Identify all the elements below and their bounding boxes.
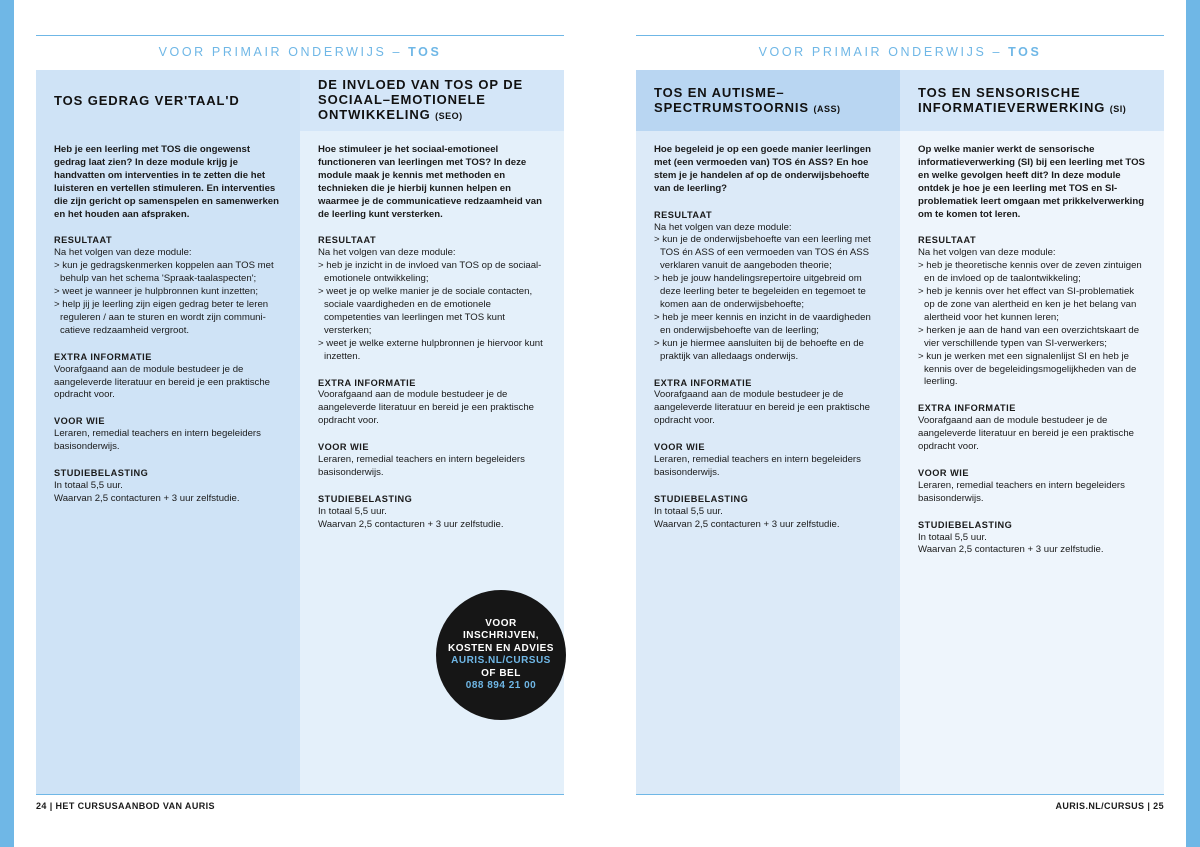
column-title-text: TOS EN AUTISME–SPECTRUMSTOORNIS <box>654 84 810 115</box>
extra-info-text: Voorafgaand aan de module bestudeer je de aangeleverde literatuur en bereid je een praktische opdracht voor. <box>318 389 534 427</box>
result-section <box>54 234 282 337</box>
study-load-total: In totaal 5,5 uur. <box>318 505 387 517</box>
extra-info-section <box>54 351 282 403</box>
extra-info-text: Voorafgaand aan de module bestudeer je de aangeleverde literatuur en bereid je een praktische opdracht voor. <box>918 415 1134 453</box>
badge-line: VOOR <box>485 617 517 629</box>
result-bullet: > weet je op welke manier je de sociale contacten, sociale vaardigheden en de emotionele competenties van leerlingen met TOS kunt versterken; <box>318 286 533 336</box>
section-heading: VOOR WIE <box>654 442 705 453</box>
study-load-section <box>918 519 1146 558</box>
bottom-rule <box>36 794 564 795</box>
result-section <box>318 234 546 363</box>
page-header-accent: TOS <box>408 45 442 59</box>
intro-text: Op welke manier werkt de sensorische informatieverwerking (SI) bij een leerling met TOS en welke gevolgen heeft dit? In deze module ontdek je hoe je een leerling met TOS en SI-problematiek leert omgaan met prikkelverwerking om te komen tot leren. <box>918 144 1145 220</box>
result-bullet: > weet je welke externe hulpbronnen je hiervoor kunt inzetten. <box>318 337 543 362</box>
footer-right: AURIS.NL/CURSUS | 25 <box>1055 801 1164 811</box>
column-header <box>300 70 564 131</box>
column-title-text: TOS GEDRAG VER'TAAL'D <box>54 93 240 108</box>
section-heading: EXTRA INFORMATIE <box>318 377 416 388</box>
column-title <box>654 85 882 117</box>
section-heading: STUDIEBELASTING <box>318 493 413 504</box>
section-heading: RESULTAAT <box>54 235 113 246</box>
extra-info-section <box>318 377 546 429</box>
right-page <box>636 0 1164 847</box>
study-load-section <box>654 493 882 532</box>
result-bullet: > kun je gedragskenmerken koppelen aan TOS met behulp van het schema 'Spraak-taalaspecten'; <box>54 260 274 285</box>
column-body <box>300 131 564 532</box>
result-intro: Na het volgen van deze module: <box>918 247 1056 259</box>
badge-line: KOSTEN EN ADVIES <box>448 642 554 654</box>
badge-line: INSCHRIJVEN, <box>462 630 539 641</box>
column-title-text: TOS EN SENSORISCHE INFORMATIEVERWERKING <box>918 84 1106 115</box>
left-edge-strip <box>0 0 14 847</box>
audience-text: Leraren, remedial teachers en intern begeleiders basisonderwijs. <box>918 479 1125 504</box>
column-title <box>318 77 546 124</box>
column-title <box>54 93 240 108</box>
column-body <box>900 131 1164 557</box>
intro-text: Heb je een leerling met TOS die ongewenst gedrag laat zien? In deze module krijg je handvatten om interventies in te zetten die het luisteren en vertellen stimuleren. En interventies die zijn gericht op samenspelen en samenwerken en het houden aan afspraken. <box>54 144 279 220</box>
result-bullet: > kun je hiermee aansluiten bij de behoefte en de praktijk van alledaags onderwijs. <box>654 337 864 362</box>
result-bullet: > herken je aan de hand van een overzichtskaart de vier verschillende typen van SI-verwerkers; <box>918 324 1140 349</box>
course-column-si <box>900 70 1164 794</box>
badge-website-link[interactable]: AURIS.NL/CURSUS <box>451 655 551 666</box>
result-section <box>654 209 882 364</box>
column-title <box>918 85 1146 117</box>
section-heading: VOOR WIE <box>918 467 969 478</box>
intro-text: Hoe begeleid je op een goede manier leerlingen met (een vermoeden van) TOS én ASS? En hoe stem je je handelen af op de onderwijsbehoefte van de leerling? <box>654 144 871 194</box>
page-header-prefix: VOOR PRIMAIR ONDERWIJS – <box>158 45 403 59</box>
extra-info-section <box>654 377 882 429</box>
result-bullet: > heb je inzicht in de invloed van TOS op de sociaal-emotionele ontwikkeling; <box>318 260 542 285</box>
section-heading: EXTRA INFORMATIE <box>654 377 752 388</box>
audience-section <box>918 467 1146 506</box>
page-header-prefix: VOOR PRIMAIR ONDERWIJS – <box>758 45 1003 59</box>
bottom-rule <box>636 794 1164 795</box>
study-load-breakdown: Waarvan 2,5 contacturen + 3 uur zelfstudie. <box>54 492 240 504</box>
badge-phone-number[interactable]: 088 894 21 00 <box>465 680 537 691</box>
study-load-total: In totaal 5,5 uur. <box>54 479 123 491</box>
section-heading: VOOR WIE <box>54 416 105 427</box>
audience-text: Leraren, remedial teachers en intern begeleiders basisonderwijs. <box>54 428 261 453</box>
extra-info-text: Voorafgaand aan de module bestudeer je de aangeleverde literatuur en bereid je een praktische opdracht voor. <box>54 363 270 401</box>
result-intro: Na het volgen van deze module: <box>318 247 456 259</box>
left-page <box>36 0 564 847</box>
badge-line: OF BEL <box>481 667 521 679</box>
top-rule <box>36 35 564 36</box>
section-heading: RESULTAAT <box>654 209 713 220</box>
study-load-total: In totaal 5,5 uur. <box>918 531 987 543</box>
result-bullet: > kun je werken met een signalenlijst SI en heb je kennis over de begeleidingsmogelijkheden van de leerling. <box>918 350 1137 388</box>
extra-info-text: Voorafgaand aan de module bestudeer je de aangeleverde literatuur en bereid je een praktische opdracht voor. <box>654 389 870 427</box>
top-rule <box>636 35 1164 36</box>
column-header <box>36 70 300 131</box>
section-heading: RESULTAAT <box>318 235 377 246</box>
column-title-abbr: (SEO) <box>435 111 463 121</box>
column-header <box>636 70 900 131</box>
study-load-section <box>318 493 546 532</box>
study-load-breakdown: Waarvan 2,5 contacturen + 3 uur zelfstudie. <box>318 518 504 530</box>
section-heading: STUDIEBELASTING <box>54 468 149 479</box>
result-intro: Na het volgen van deze module: <box>54 247 192 259</box>
result-bullet: > heb je theoretische kennis over de zeven zintuigen en de invloed op de taalontwikkeling; <box>918 260 1142 285</box>
column-body <box>36 131 300 506</box>
result-bullet: > help jij je leerling zijn eigen gedrag beter te leren reguleren / aan te sturen en wordt zijn communicatieve redzaamheid vergroot. <box>54 298 269 336</box>
section-heading: EXTRA INFORMATIE <box>918 403 1016 414</box>
column-title-abbr: (ASS) <box>813 103 841 114</box>
column-body <box>636 131 900 532</box>
audience-text: Leraren, remedial teachers en intern begeleiders basisonderwijs. <box>318 454 525 478</box>
right-edge-strip <box>1186 0 1200 847</box>
audience-text: Leraren, remedial teachers en intern begeleiders basisonderwijs. <box>654 454 861 478</box>
audience-section <box>318 441 546 480</box>
section-heading: STUDIEBELASTING <box>918 519 1013 530</box>
page-header <box>36 45 564 59</box>
result-bullet: > heb je kennis over het effect van SI-problematiek op de zone van alertheid en ken je het belang van alertheid voor het kunnen leren; <box>918 286 1137 323</box>
section-heading: STUDIEBELASTING <box>654 493 749 504</box>
result-bullet: > heb je meer kennis en inzicht in de vaardigheden en onderwijsbehoefte van de leerling; <box>654 311 871 336</box>
study-load-breakdown: Waarvan 2,5 contacturen + 3 uur zelfstudie. <box>918 544 1104 556</box>
result-intro: Na het volgen van deze module: <box>654 221 792 233</box>
audience-section <box>54 415 282 454</box>
column-title-text: DE INVLOED VAN TOS OP DE SOCIAAL–EMOTIONELE ONTWIKKELING <box>318 77 524 122</box>
study-load-total: In totaal 5,5 uur. <box>654 505 723 517</box>
study-load-breakdown: Waarvan 2,5 contacturen + 3 uur zelfstudie. <box>654 518 840 530</box>
section-heading: VOOR WIE <box>318 442 369 453</box>
column-title-abbr: (SI) <box>1109 103 1127 114</box>
extra-info-section <box>918 402 1146 454</box>
intro-text: Hoe stimuleer je het sociaal-emotioneel functioneren van leerlingen met TOS? In deze module maak je kennis met methoden en technieken die je hierbij kunnen helpen en waarmee je de communicatieve redzaamheid van de leerling kunt versterken. <box>318 144 542 220</box>
column-header <box>900 70 1164 131</box>
footer-left: 24 | HET CURSUSAANBOD VAN AURIS <box>36 801 215 811</box>
section-heading: EXTRA INFORMATIE <box>54 351 152 362</box>
page-header <box>636 45 1164 59</box>
course-column-tos-gedrag <box>36 70 300 794</box>
page-header-accent: TOS <box>1008 45 1042 59</box>
section-heading: RESULTAAT <box>918 235 977 246</box>
result-bullet: > heb je jouw handelingsrepertoire uitgebreid om deze leerling beter te begeleiden en tegemoet te komen aan de onderwijsbehoefte; <box>654 273 866 310</box>
result-bullet: > weet je wanneer je hulpbronnen kunt inzetten; <box>54 286 259 298</box>
result-section <box>918 234 1146 389</box>
course-column-ass <box>636 70 900 794</box>
result-bullet: > kun je de onderwijsbehoefte van een leerling met TOS én ASS of een vermoeden van TOS én ASS verklaren vanuit de aangeboden theorie; <box>654 234 871 272</box>
study-load-section <box>54 467 282 506</box>
audience-section <box>654 441 882 480</box>
enrollment-badge[interactable] <box>436 590 566 720</box>
